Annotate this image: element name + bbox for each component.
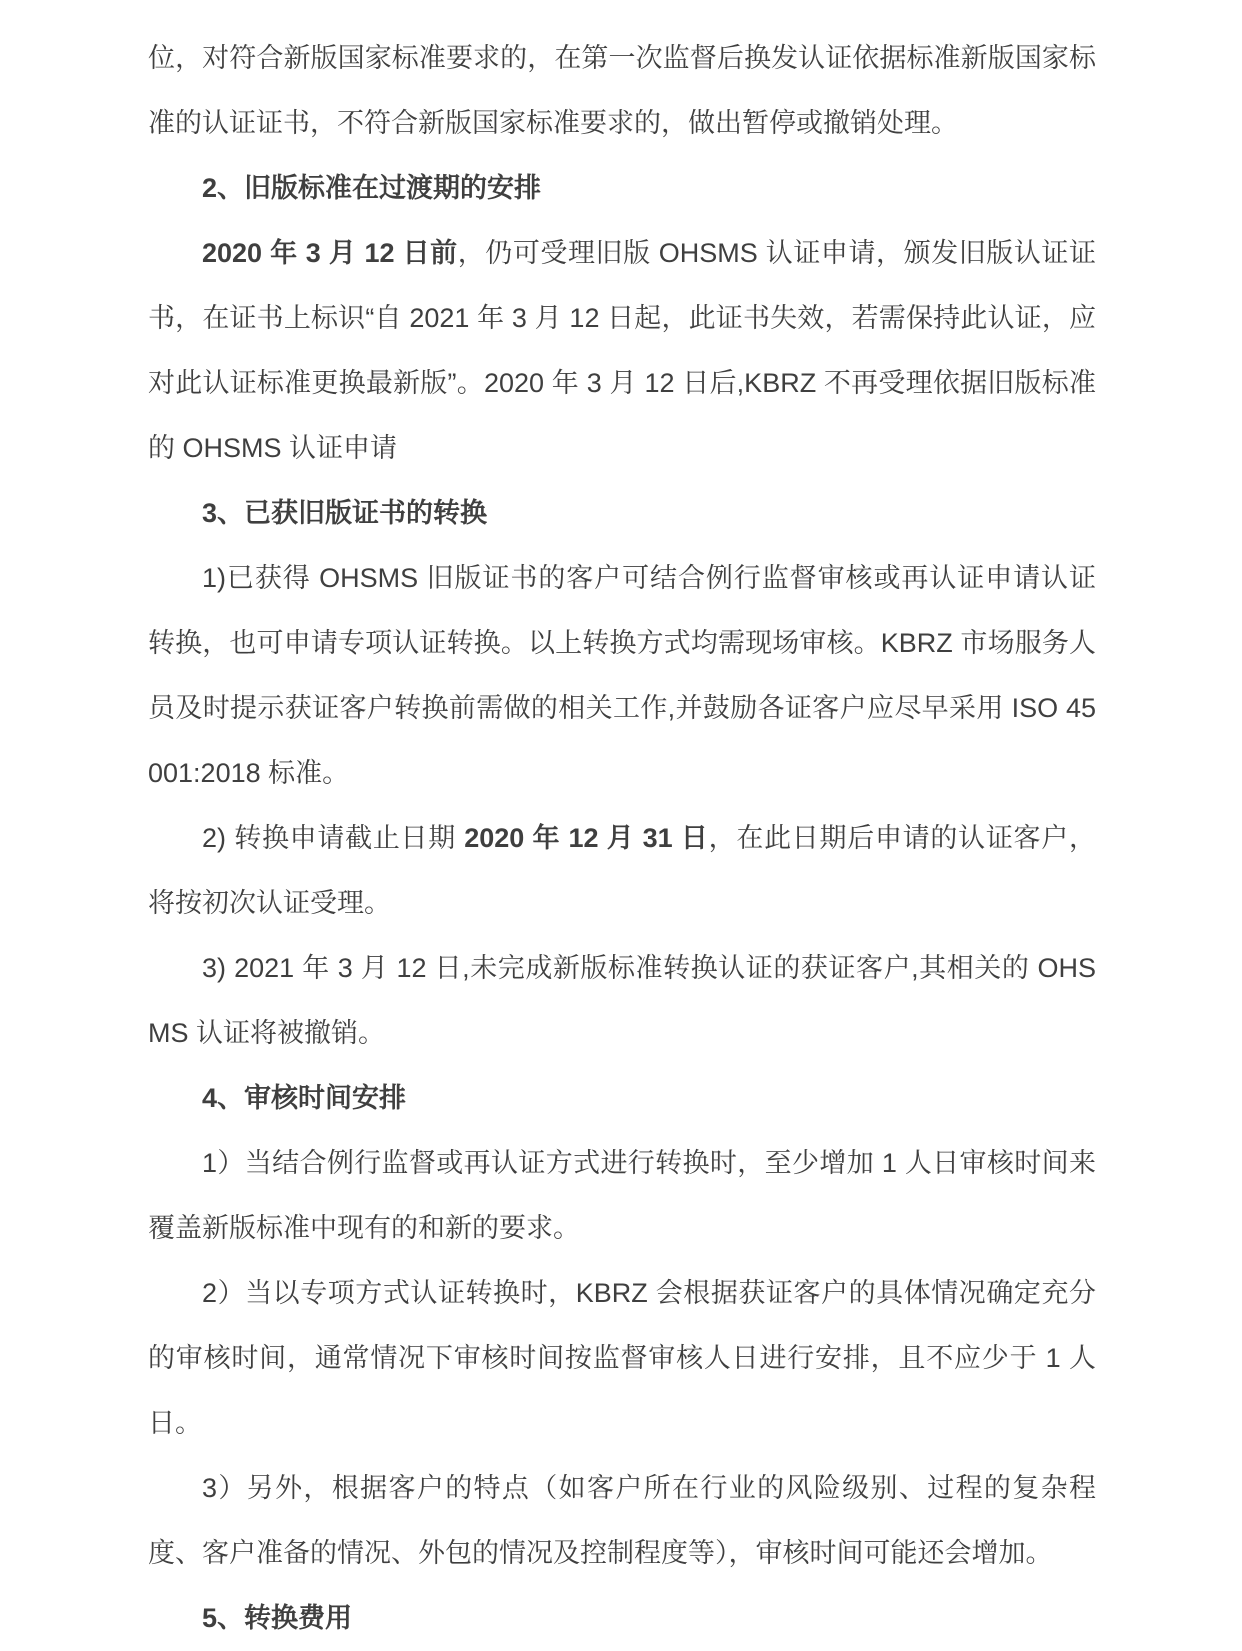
paragraph [148,1456,1096,1586]
text-run: 2）当以专项方式认证转换时，KBRZ 会根据获证客户的具体情况确定充分的审核时间，通常情况下审核时间按监督审核人日进行安排，且不应少于 1 人日。 [148,1278,1096,1438]
bold-text-run: 5、转换费用 [202,1603,353,1633]
text-run: ，仍可受理旧版 OHSMS 认证申请，颁发旧版认证证书，在证书上标识“自 2021 年 3 月 12 日起，此证书失效，若需保持此认证，应对此认证标准更换最新版”。2020 年 3 月 12 日后,KBRZ 不再受理依据旧版标准的 OHSMS 认证申请 [148,238,1096,463]
paragraph [148,546,1096,806]
bold-text-run: 3、已获旧版证书的转换 [202,498,488,528]
section-heading [148,156,1096,221]
text-run: 2) 转换申请截止日期 [202,823,465,853]
bold-text-run: 2020 年 12 月 31 日 [464,823,709,853]
text-run: 位，对符合新版国家标准要求的，在第一次监督后换发认证依据标准新版国家标准的认证证书，不符合新版国家标准要求的，做出暂停或撤销处理。 [148,43,1096,138]
text-run: 3) 2021 年 3 月 12 日,未完成新版标准转换认证的获证客户,其相关的 OHSMS 认证将被撤销。 [148,953,1096,1048]
text-run: 1）当结合例行监督或再认证方式进行转换时，至少增加 1 人日审核时间来覆盖新版标准中现有的和新的要求。 [148,1148,1096,1243]
paragraph [148,1131,1096,1261]
bold-text-run: 4、审核时间安排 [202,1083,407,1113]
document-body [148,26,1096,1651]
section-heading [148,1586,1096,1651]
text-run: 1)已获得 OHSMS 旧版证书的客户可结合例行监督审核或再认证申请认证转换，也可申请专项认证转换。以上转换方式均需现场审核。KBRZ 市场服务人员及时提示获证客户转换前需做的相关工作,并鼓励各证客户应尽早采用 ISO 45001:2018 标准。 [148,563,1096,788]
paragraph [148,806,1096,936]
paragraph [148,221,1096,481]
bold-text-run: 2020 年 3 月 12 日前 [202,238,458,268]
paragraph [148,26,1096,156]
text-run: 3）另外，根据客户的特点（如客户所在行业的风险级别、过程的复杂程度、客户准备的情况、外包的情况及控制程度等），审核时间可能还会增加。 [148,1473,1096,1568]
text-run: ，在此日期后申请的认证客户，将按初次认证受理。 [148,823,1096,918]
section-heading [148,1066,1096,1131]
paragraph [148,936,1096,1066]
paragraph [148,1261,1096,1456]
bold-text-run: 2、旧版标准在过渡期的安排 [202,173,542,203]
section-heading [148,481,1096,546]
